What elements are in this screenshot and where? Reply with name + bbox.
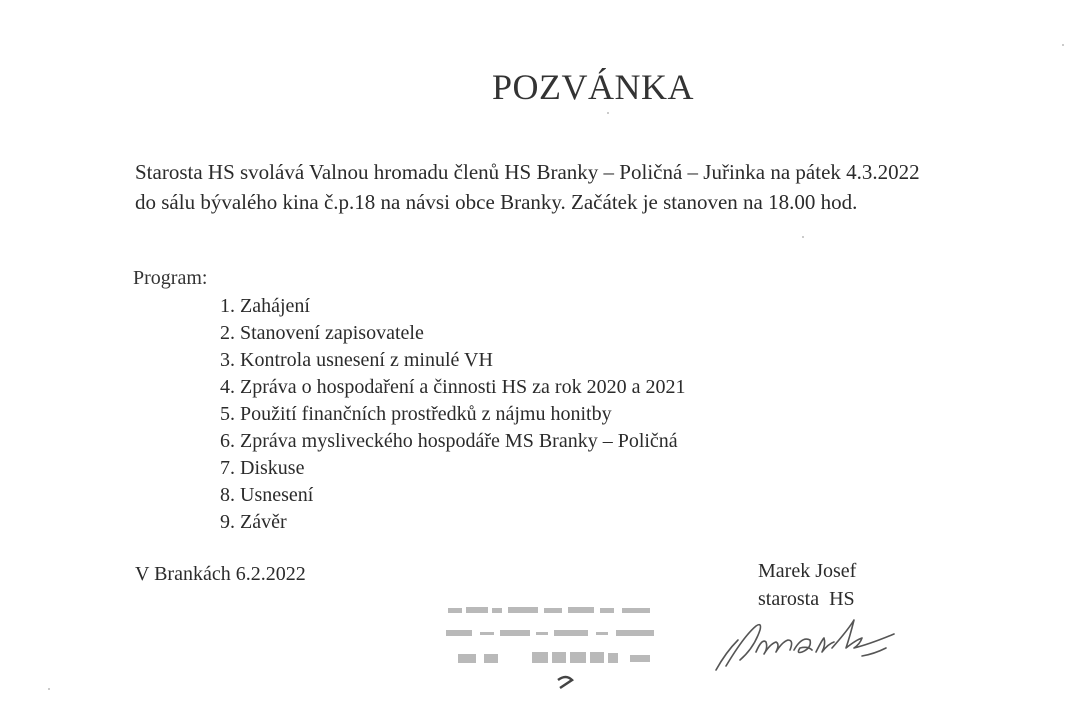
program-item: 7. Diskuse [220, 457, 305, 479]
intro-line: Starosta HS svolává Valnou hromadu členů HS Branky – Poličná – Juřinka na pátek 4.3.2022 [135, 160, 920, 184]
scan-speck [1062, 44, 1064, 46]
program-list [220, 293, 685, 536]
signer-role: starosta HS [758, 588, 855, 610]
program-item: 9. Závěr [220, 511, 287, 533]
stamp-image [440, 600, 680, 692]
scan-speck [607, 112, 609, 114]
program-item: 8. Usnesení [220, 484, 314, 506]
program-item: 1. Zahájení [220, 295, 310, 317]
signer-name: Marek Josef [758, 560, 857, 582]
program-item: 5. Použití finančních prostředků z nájmu honitby [220, 403, 612, 425]
scan-speck [802, 236, 804, 238]
program-item: 2. Stanovení zapisovatele [220, 322, 424, 344]
place-date: V Brankách 6.2.2022 [135, 563, 306, 585]
program-item: 4. Zpráva o hospodaření a činnosti HS za rok 2020 a 2021 [220, 376, 686, 398]
signer-block [758, 557, 856, 613]
signature-image [712, 608, 922, 678]
intro-paragraph [135, 157, 920, 217]
program-item: 3. Kontrola usnesení z minulé VH [220, 349, 493, 371]
program-label: Program: [133, 267, 208, 289]
intro-line: do sálu bývalého kina č.p.18 na návsi obce Branky. Začátek je stanoven na 18.00 hod. [135, 190, 858, 214]
document-title: POZVÁNKA [492, 67, 694, 107]
scan-speck [48, 688, 50, 690]
program-item: 6. Zpráva mysliveckého hospodáře MS Branky – Poličná [220, 430, 678, 452]
